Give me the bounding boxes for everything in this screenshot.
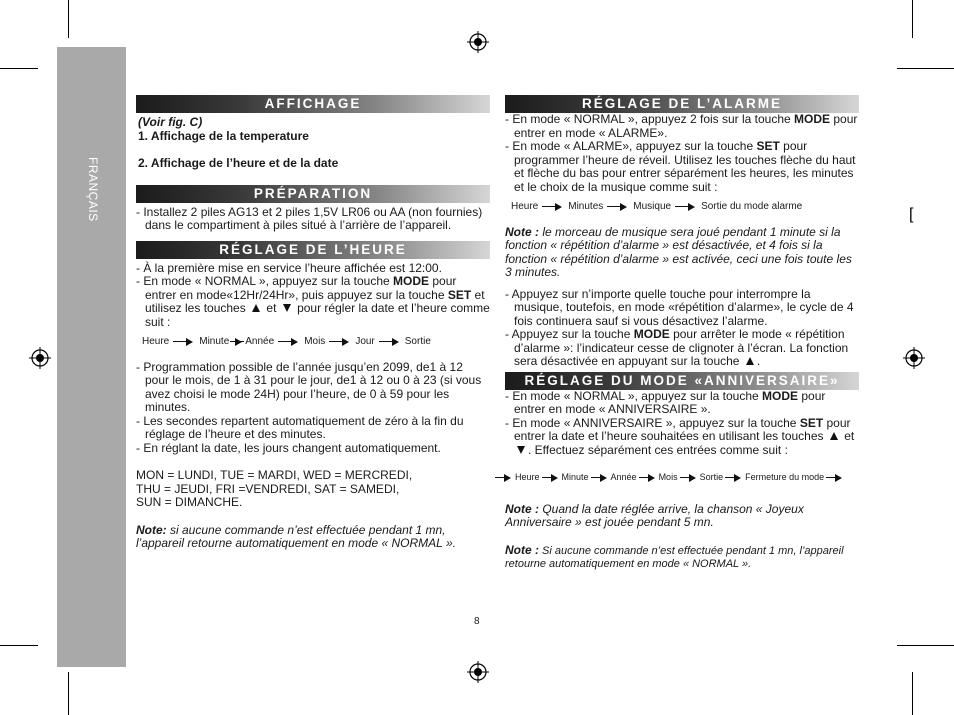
arrow-right-icon [379, 338, 401, 346]
flow-step: Année [610, 472, 637, 482]
flow-step: Jour [355, 336, 375, 347]
flow-step: Minutes [568, 201, 604, 212]
anniversaire-flow-diagram [493, 471, 859, 485]
page-number: 8 [474, 616, 480, 627]
see-figure: (Voir fig. C) [138, 115, 203, 129]
flow-step: Minute [199, 336, 230, 347]
arrow-right-icon [607, 203, 629, 211]
arrow-right-icon [278, 338, 300, 346]
heure-paragraph-3: - Programmation possible de l’année jusqu’en 2099, de1 à 12 pour le mois, de 1 à 31 pour le jour, de1 à 12 ou 0 à 23 (si vous avez choisi le mode 24H) pour l’heure, de 0 à 59 pour les minutes. [136, 359, 482, 414]
anniversaire-note-1: Note : Quand la date réglée arrive, la chanson « Joyeux Anniversaire » est jouée pendant 5 mn. [505, 501, 804, 529]
crop-mark [68, 672, 69, 715]
arrow-right-icon [591, 474, 609, 482]
flow-step: Musique [633, 201, 672, 212]
arrow-right-icon [230, 338, 244, 346]
section-header-heure: RÉGLAGE DE L’HEURE [136, 241, 490, 259]
down-arrow-icon [517, 446, 525, 454]
flow-step: Heure [515, 472, 540, 482]
heure-paragraph-5: - En réglant la date, les jours changent automatiquement. [136, 440, 441, 455]
section-header-preparation: PRÉPARATION [136, 185, 490, 203]
crop-mark [0, 645, 38, 646]
right-column [505, 95, 859, 571]
alarme-flow-diagram [511, 200, 859, 214]
arrow-right-icon [173, 338, 195, 346]
crop-mark [0, 68, 38, 69]
crop-mark [897, 68, 954, 69]
anniversaire-paragraph-2: - En mode « ANNIVERSAIRE », appuyez sur la touche SET pour entrer la date et l’heure souhaitées en utilisant les touches et . Effectuez séparément ces entrées comme suit : [505, 415, 855, 457]
registration-mark-icon [903, 347, 925, 369]
heure-paragraph-1: - À la première mise en service l’heure affichée est 12:00. [136, 260, 442, 275]
flow-step: Année [245, 336, 275, 347]
crop-mark [912, 0, 913, 38]
arrow-right-icon [329, 338, 351, 346]
heure-paragraph-4: - Les secondes repartent automatiquement de zéro à la fin du réglage de l’heure et des minutes. [136, 413, 464, 441]
registration-mark-icon [467, 661, 489, 683]
alarme-paragraph-3: - Appuyez sur n’importe quelle touche pour interrompre la musique, toutefois, en mode «répétition d’alarme», le cycle de 4 fois continuera sauf si vous désactivez l’alarme. [505, 286, 854, 328]
flow-step: Fermeture du mode [745, 472, 825, 482]
bracket-mark: [ [909, 206, 914, 223]
alarme-note: Note : le morceau de musique sera joué pendant 1 minute si la fonction « répétition d’alarme » est désactivée, et 4 fois si la fonction « répétition d’alarme » est activée, ceci une fois toute les 3 minutes. [505, 224, 852, 279]
flow-step: Mois [658, 472, 678, 482]
section-header-alarme: RÉGLAGE DE L’ALARME [505, 95, 859, 113]
heure-note: Note: si aucune commande n’est effectuée pendant 1 mn, l’appareil retourne automatiquement en mode « NORMAL ». [136, 522, 456, 550]
section-header-affichage: AFFICHAGE [136, 95, 490, 113]
anniversaire-note-2: Note : Si aucune commande n’est effectuée pendant 1 mn, l’appareil retourne automatiquement en mode « NORMAL ». [505, 542, 844, 570]
preparation-text: - Installez 2 piles AG13 et 2 piles 1,5V LR06 ou AA (non fournies) dans le compartiment à piles situé à l’arrière de l’appareil. [136, 204, 483, 232]
language-label: FRANÇAIS [86, 157, 100, 222]
crop-mark [68, 0, 69, 38]
down-arrow-icon [283, 304, 291, 312]
arrow-right-icon [639, 474, 657, 482]
flow-step: Sortie [404, 336, 431, 347]
arrow-right-icon [495, 474, 513, 482]
flow-step: Sortie [699, 472, 724, 482]
alarme-paragraph-2: - En mode « ALARME», appuyez sur la touche SET pour programmer l’heure de réveil. Utilisez les touches flèche du haut et flèche du bas pour entrer séparément les heures, les minutes et le choix de la musique comme suit : [505, 139, 856, 194]
days-line-2: THU = JEUDI, FRI =VENDREDI, SAT = SAMEDI, [136, 481, 400, 496]
registration-mark-icon [29, 347, 51, 369]
flow-step: Heure [511, 201, 539, 212]
anniversaire-paragraph-1: - En mode « NORMAL », appuyez sur la touche MODE pour entrer en mode « ANNIVERSAIRE ». [505, 388, 826, 416]
arrow-right-icon [542, 203, 564, 211]
heure-flow-diagram [142, 335, 490, 349]
language-sidebar [57, 47, 126, 667]
up-arrow-icon [830, 432, 838, 440]
flow-step: Minute [561, 472, 589, 482]
affichage-item-2: 2. Affichage de l’heure et de la date [138, 156, 339, 170]
days-line-3: SUN = DIMANCHE. [136, 495, 243, 509]
crop-mark [912, 672, 913, 715]
arrow-right-icon [542, 474, 560, 482]
section-header-anniversaire: RÉGLAGE DU MODE «ANNIVERSAIRE» [505, 372, 859, 390]
registration-mark-icon [467, 31, 489, 53]
arrow-right-icon [725, 474, 743, 482]
crop-mark [897, 645, 954, 646]
left-column [136, 95, 490, 551]
days-line-1: MON = LUNDI, TUE = MARDI, WED = MERCREDI, [136, 468, 413, 482]
alarme-paragraph-4: - Appuyez sur la touche MODE pour arrêter le mode « répétition d’alarme »: l’indicateur cesse de clignoter à l’écran. La fonction sera désactivée en appuyant sur la touche . [505, 327, 849, 368]
arrow-right-icon [675, 203, 697, 211]
up-arrow-icon [252, 304, 260, 312]
flow-step: Sortie du mode alarme [701, 201, 803, 212]
affichage-item-1: 1. Affichage de la temperature [138, 128, 309, 143]
up-arrow-icon [746, 357, 754, 365]
arrow-right-icon [826, 474, 844, 482]
heure-paragraph-2: - En mode « NORMAL », appuyez sur la touche MODE pour entrer en mode«12Hr/24Hr», puis appuyez sur la touche SET et utilisez les touches et pour régler la date et l’heure comme suit : [136, 274, 490, 329]
flow-step: Mois [304, 336, 326, 347]
alarme-paragraph-1: - En mode « NORMAL », appuyez 2 fois sur la touche MODE pour entrer en mode « ALARME». [505, 112, 858, 140]
arrow-right-icon [680, 474, 698, 482]
flow-step: Heure [142, 336, 170, 347]
